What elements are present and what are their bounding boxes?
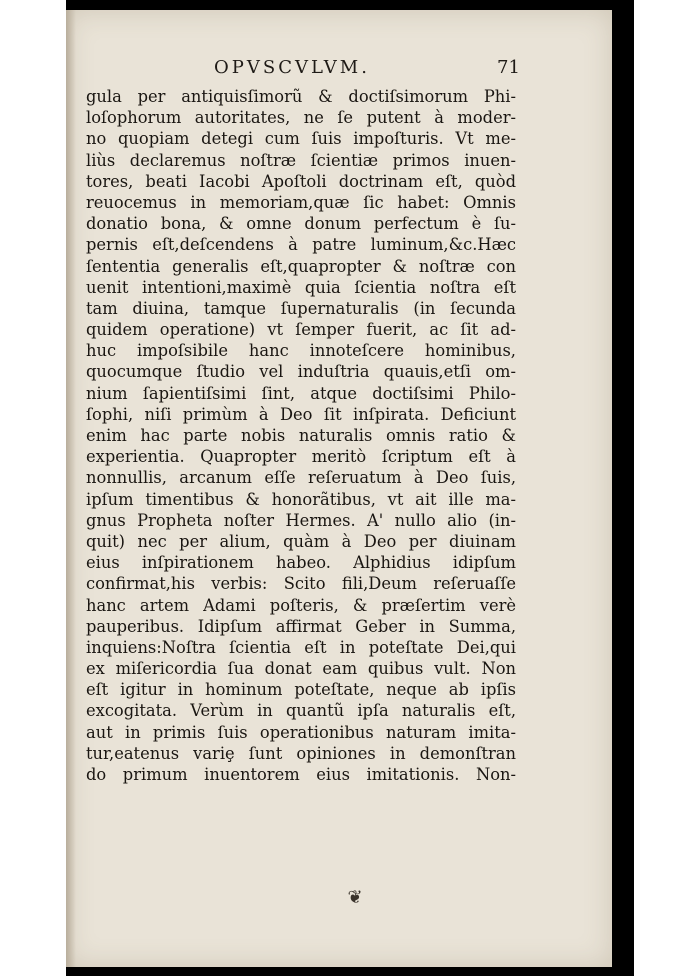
text-line: eius inſpirationem habeo. Alphidius idipſum: [86, 553, 516, 573]
text-line: quidem operatione) vt ſemper fuerit, ac ſit ad-: [86, 320, 516, 340]
text-line: confirmat,his verbis: Scito fili,Deum reſeruaſſe: [86, 574, 516, 594]
text-line: tam diuina, tamque ſupernaturalis (in ſecunda: [86, 298, 516, 318]
text-line: liùs declaremus noſtræ ſcientiæ primos inuen-: [86, 150, 516, 170]
text-line: gula per antiquisſimorũ & doctiſsimorum Phi-: [86, 87, 516, 106]
text-line: tur,eatenus variȩ ſunt opiniones in demonſtran: [86, 743, 516, 763]
text-line: gnus Propheta noſter Hermes. A' nullo alio (in-: [86, 510, 516, 530]
body-text: [86, 86, 516, 785]
text-line: inquiens:Noſtra ſcientia eſt in poteſtate Dei,qui: [86, 637, 516, 657]
text-line: donatio bona, & omne donum perfectum è ſu-: [86, 214, 516, 234]
text-line: nonnullis, arcanum eſſe reſeruatum à Deo ſuis,: [86, 468, 516, 488]
text-line: reuocemus in memoriam,quæ ſic habet: Omnis: [86, 192, 516, 212]
text-line: no quopiam detegi cum ſuis impoſturis. Vt me-: [86, 129, 516, 149]
text-line: quocumque ſtudio vel induſtria quauis,etſi om-: [86, 362, 516, 382]
text-line: excogitata. Verùm in quantũ ipſa naturalis eſt,: [86, 701, 516, 721]
text-line: ipſum timentibus & honorãtibus, vt ait ille ma-: [86, 489, 516, 509]
text-line: ex miſericordia ſua donat eam quibus vult. Non: [86, 659, 516, 679]
text-line: eſt igitur in hominum poteſtate, neque ab ipſis: [86, 680, 516, 700]
text-line: quit) nec per alium, quàm à Deo per diuinam: [86, 531, 516, 551]
text-line: uenit intentioni,maximè quia ſcientia noſtra eſt: [86, 277, 516, 297]
text-line: do primum inuentorem eius imitationis. Non-: [86, 765, 516, 784]
page-number: 71: [497, 57, 520, 78]
running-title: OPVSCVLVM.: [214, 57, 370, 78]
text-line: aut in primis ſuis operationibus naturam imita-: [86, 722, 516, 742]
text-line: enim hac parte nobis naturalis omnis ratio &: [86, 426, 516, 445]
text-line: experientia. Quapropter meritò ſcriptum eſt à: [86, 447, 516, 467]
text-line: pauperibus. Idipſum affirmat Geber in Summa,: [86, 616, 516, 636]
text-line: pernis eſt,deſcendens à patre luminum,&c.Hæc: [86, 235, 516, 255]
text-line: ſophi, niſi primùm à Deo ſit inſpirata. Deficiunt: [86, 404, 516, 424]
text-line: loſophorum autoritates, ne ſe putent à moder-: [86, 108, 516, 128]
text-line: huc impoſsibile hanc innoteſcere hominibus,: [86, 341, 516, 361]
text-line: nium ſapientiſsimi ſint, atque doctiſsimi Philo-: [86, 383, 516, 403]
text-line: ſententia generalis eſt,quapropter & noſtræ con: [86, 256, 516, 276]
text-line: tores, beati Iacobi Apoſtoli doctrinam eſt, quòd: [86, 171, 516, 191]
printer-mark-ornament-icon: ❦: [347, 887, 363, 908]
text-line: hanc artem Adami poſteris, & præſertim verè: [86, 595, 516, 615]
gutter-shadow: [66, 10, 76, 967]
